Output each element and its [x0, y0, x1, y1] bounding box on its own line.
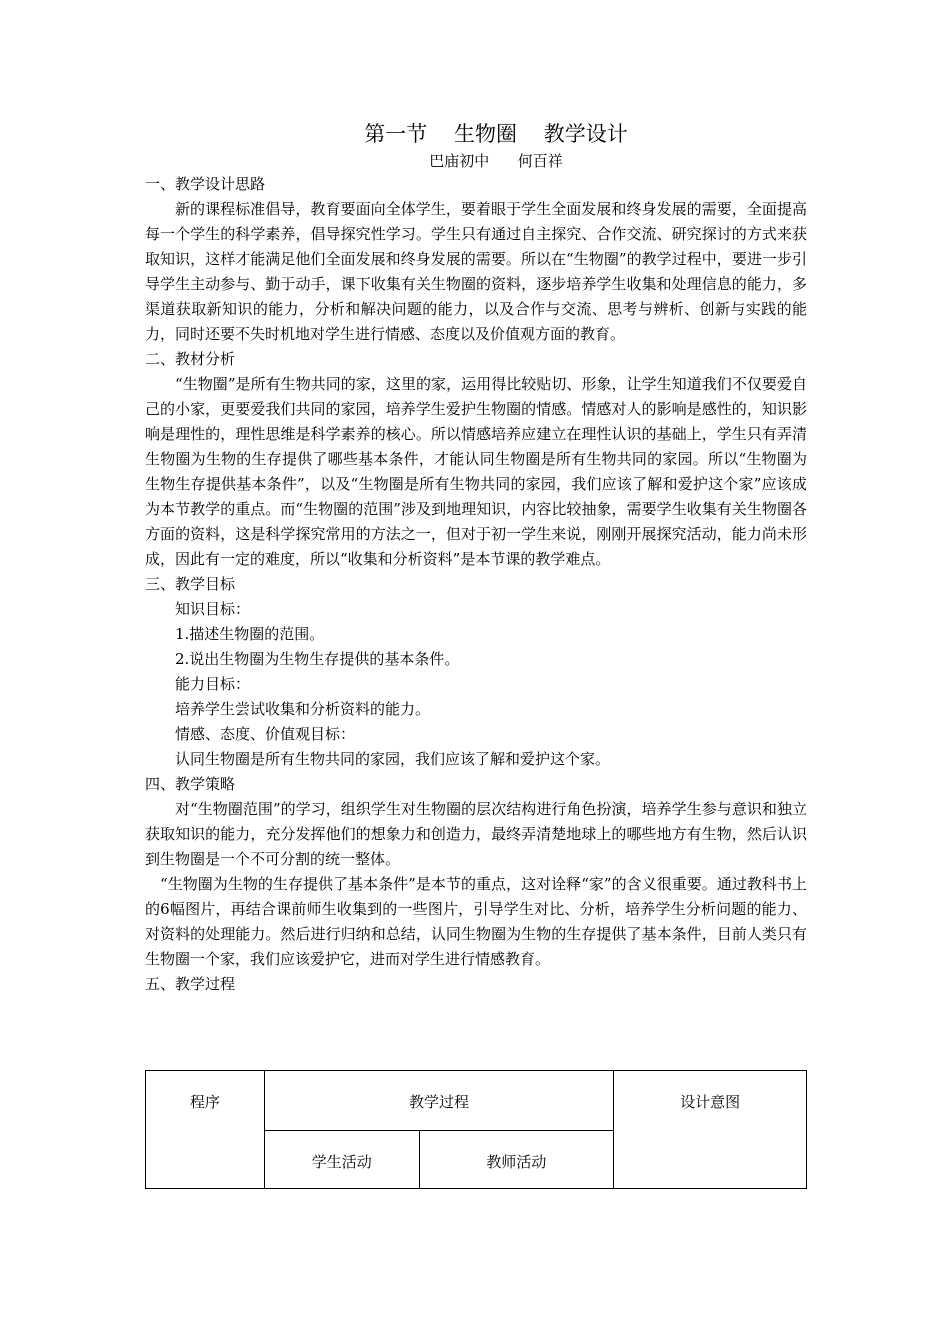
- goal-item: 1.描述生物圈的范围。: [175, 625, 325, 643]
- table-header-process: 教学过程: [264, 1071, 613, 1131]
- document-body: [145, 118, 807, 997]
- section-heading-teaching-process: 五、教学过程: [145, 975, 236, 993]
- section-paragraph: “生物圈”是所有生物共同的家，这里的家，运用得比较贴切、形象，让学生知道我们不仅要爱自己的小家，更要爱我们共同的家园，培养学生爱护生物圈的情感。情感对人的影响是感性的，知识影响是理性的，理性思维是科学素养的核心。所以情感培养应建立在理性认识的基础上，学生只有弄清生物圈为生物的生存提供了哪些基本条件，才能认同生物圈是所有生物共同的家园。所以“生物圈为生物生存提供基本条件”，以及“生物圈是所有生物共同的家园，我们应该了解和爱护这个家”应该成为本节教学的重点。而“生物圈的范围”涉及到地理知识，内容比较抽象，需要学生收集有关生物圈各方面的资料，这是科学探究常用的方法之一，但对于初一学生来说，刚刚开展探究活动，能力尚未形成，因此有一定的难度，所以“收集和分析资料”是本节课的教学难点。: [145, 375, 807, 568]
- teaching-process-table: [145, 1070, 807, 1189]
- goal-item: 认同生物圈是所有生物共同的家园，我们应该了解和爱护这个家。: [175, 750, 611, 768]
- document-title: 第一节 生物圈 教学设计: [364, 122, 628, 146]
- goal-item: 能力目标：: [175, 675, 251, 693]
- goal-item: 培养学生尝试收集和分析资料的能力。: [175, 700, 431, 718]
- section-paragraph: 对“生物圈范围”的学习，组织学生对生物圈的层次结构进行角色扮演，培养学生参与意识和独立获取知识的能力，充分发挥他们的想象力和创造力，最终弄清楚地球上的哪些地方有生物，然后认识到生物圈是一个不可分割的统一整体。: [145, 800, 807, 868]
- document-author: 巴庙初中 何百祥: [429, 152, 563, 170]
- table-header-intent: 设计意图: [614, 1071, 807, 1189]
- section-paragraph: 新的课程标准倡导，教育要面向全体学生，要着眼于学生全面发展和终身发展的需要，全面提高每一个学生的科学素养，倡导探究性学习。学生只有通过自主探究、合作交流、研究探讨的方式来获取知识，这样才能满足他们全面发展和终身发展的需要。所以在“生物圈”的教学过程中，要进一步引导学生主动参与、勤于动手，课下收集有关生物圈的资料，逐步培养学生收集和处理信息的能力，多渠道获取新知识的能力，分析和解决问题的能力，以及合作与交流、思考与辨析、创新与实践的能力，同时还要不失时机地对学生进行情感、态度以及价值观方面的教育。: [145, 200, 807, 343]
- table-header-procedure: 程序: [146, 1071, 265, 1189]
- section-heading-teaching-goals: 三、教学目标: [145, 575, 236, 593]
- goal-item: 情感、态度、价值观目标：: [175, 725, 356, 743]
- goal-item: 知识目标：: [175, 600, 251, 618]
- table-header-teacher-activity: 教师活动: [419, 1131, 614, 1189]
- goal-item: 2.说出生物圈为生物生存提供的基本条件。: [175, 650, 460, 668]
- section-heading-material-analysis: 二、教材分析: [145, 350, 236, 368]
- table-header-student-activity: 学生活动: [264, 1131, 419, 1189]
- section-heading-design-idea: 一、教学设计思路: [145, 175, 266, 193]
- section-paragraph: “生物圈为生物的生存提供了基本条件”是本节的重点，这对诠释“家”的含义很重要。通过教科书上的6幅图片，再结合课前师生收集到的一些图片，引导学生对比、分析，培养学生分析问题的能力、对资料的处理能力。然后进行归纳和总结，认同生物圈为生物的生存提供了基本条件，目前人类只有生物圈一个家，我们应该爱护它，进而对学生进行情感教育。: [145, 875, 807, 968]
- section-heading-teaching-strategy: 四、教学策略: [145, 775, 236, 793]
